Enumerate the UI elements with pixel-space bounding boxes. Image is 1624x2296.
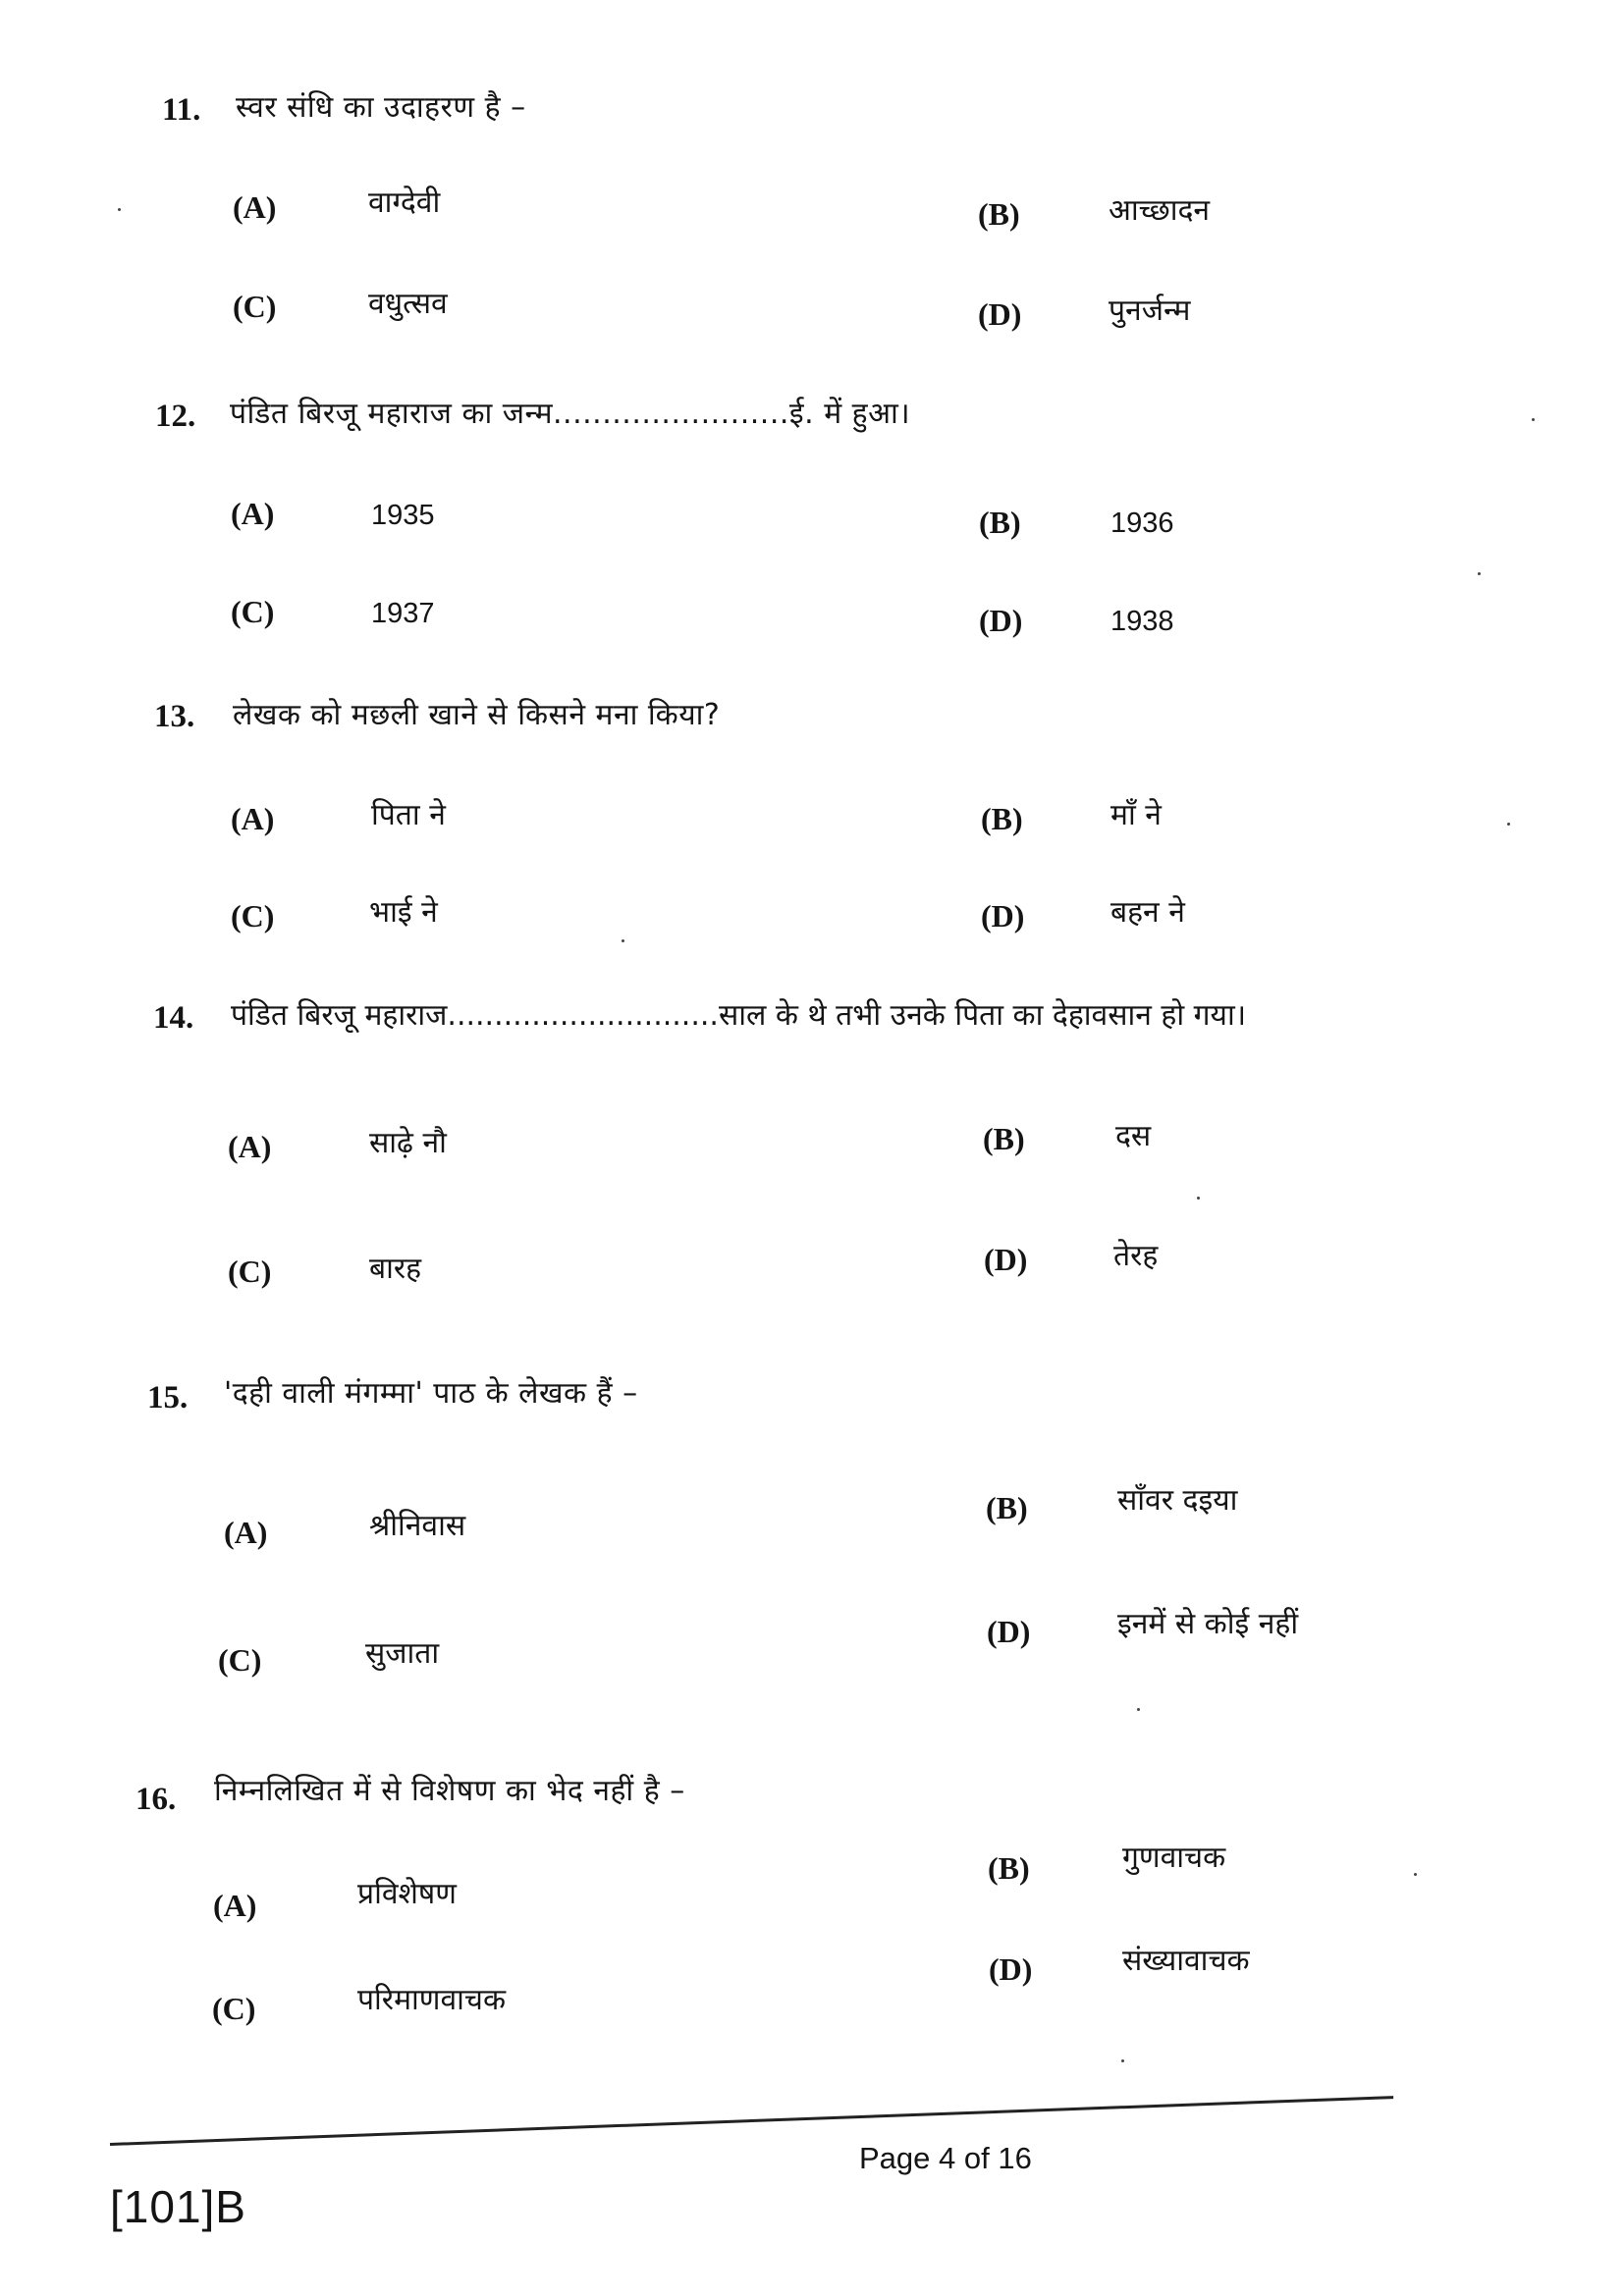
option-label-b: (B) bbox=[981, 801, 1023, 836]
scan-speck bbox=[1507, 823, 1510, 826]
option-label-d: (D) bbox=[989, 1951, 1033, 1987]
question-number: 12. bbox=[155, 399, 196, 434]
option-text-d: संख्यावाचक bbox=[1122, 1944, 1250, 1978]
option-text-a: साढ़े नौ bbox=[369, 1126, 447, 1160]
option-label-c: (C) bbox=[228, 1254, 272, 1289]
question-text: स्वर संधि का उदाहरण है – bbox=[236, 90, 526, 125]
option-text-d: इनमें से कोई नहीं bbox=[1117, 1607, 1299, 1641]
option-text-d: 1938 bbox=[1110, 606, 1174, 637]
option-text-c: परिमाणवाचक bbox=[357, 1983, 507, 2017]
option-text-b: माँ ने bbox=[1110, 798, 1162, 832]
question-text: 'दही वाली मंगम्मा' पाठ के लेखक हैं – bbox=[224, 1376, 638, 1411]
option-text-b: साँवर दइया bbox=[1117, 1483, 1238, 1518]
option-text-b: दस bbox=[1115, 1119, 1152, 1153]
option-label-b: (B) bbox=[986, 1490, 1028, 1525]
option-text-b: 1936 bbox=[1110, 507, 1174, 539]
option-label-c: (C) bbox=[231, 898, 275, 934]
question-text: पंडित बिरजू महाराज का जन्म........................ई. में हुआ। bbox=[230, 397, 911, 431]
option-text-d: बहन ने bbox=[1110, 895, 1185, 930]
option-label-d: (D) bbox=[981, 898, 1025, 934]
option-label-d: (D) bbox=[987, 1614, 1031, 1649]
option-text-c: बारह bbox=[369, 1252, 422, 1286]
option-label-a: (A) bbox=[231, 496, 275, 531]
option-text-d: तेरह bbox=[1113, 1239, 1159, 1273]
scan-speck bbox=[1414, 1873, 1417, 1876]
option-text-a: श्रीनिवास bbox=[369, 1509, 466, 1543]
scan-speck bbox=[1197, 1197, 1200, 1200]
option-label-b: (B) bbox=[978, 196, 1020, 232]
option-label-a: (A) bbox=[231, 801, 275, 836]
paper-code: [101]B bbox=[110, 2181, 246, 2232]
option-label-a: (A) bbox=[233, 189, 277, 225]
option-text-d: पुनर्जन्म bbox=[1109, 294, 1191, 328]
option-text-a: वाग्देवी bbox=[368, 186, 441, 220]
option-text-c: सुजाता bbox=[365, 1636, 440, 1671]
question-number: 13. bbox=[154, 699, 195, 734]
option-text-a: पिता ने bbox=[371, 798, 446, 832]
option-label-d: (D) bbox=[978, 296, 1022, 332]
question-number: 15. bbox=[147, 1380, 189, 1415]
option-text-c: 1937 bbox=[371, 598, 435, 629]
option-label-b: (B) bbox=[988, 1850, 1030, 1886]
option-label-b: (B) bbox=[983, 1121, 1025, 1156]
option-text-c: वधुत्सव bbox=[368, 287, 448, 321]
question-number: 11. bbox=[162, 92, 201, 128]
option-label-a: (A) bbox=[224, 1515, 268, 1550]
question-text: निम्नलिखित में से विशेषण का भेद नहीं है – bbox=[214, 1774, 685, 1808]
option-label-c: (C) bbox=[218, 1642, 262, 1678]
option-text-b: आच्छादन bbox=[1109, 193, 1211, 228]
option-label-d: (D) bbox=[979, 603, 1023, 638]
scan-speck bbox=[1137, 1708, 1140, 1711]
scan-speck bbox=[1532, 418, 1535, 421]
option-label-c: (C) bbox=[212, 1991, 256, 2026]
question-text: पंडित बिरजू महाराज.............................साल के थे तभी उनके पिता का देहावसान हो गया। bbox=[231, 998, 1247, 1033]
page-number-label: Page 4 of 16 bbox=[859, 2141, 1032, 2175]
option-label-b: (B) bbox=[979, 505, 1021, 540]
option-text-c: भाई ने bbox=[369, 895, 438, 930]
question-number: 14. bbox=[153, 1000, 194, 1036]
option-label-c: (C) bbox=[231, 594, 275, 629]
scan-speck bbox=[1478, 572, 1481, 575]
footer-divider bbox=[110, 2096, 1393, 2146]
option-label-d: (D) bbox=[984, 1242, 1028, 1277]
option-text-a: 1935 bbox=[371, 500, 435, 531]
scan-speck bbox=[1121, 2059, 1124, 2062]
option-text-b: गुणवाचक bbox=[1122, 1841, 1226, 1875]
option-label-c: (C) bbox=[233, 289, 277, 324]
option-label-a: (A) bbox=[213, 1888, 257, 1923]
option-label-a: (A) bbox=[228, 1129, 272, 1164]
scan-speck bbox=[622, 939, 624, 942]
question-text: लेखक को मछली खाने से किसने मना किया? bbox=[233, 698, 721, 732]
question-number: 16. bbox=[135, 1782, 177, 1817]
option-text-a: प्रविशेषण bbox=[357, 1877, 457, 1911]
scan-speck bbox=[118, 208, 121, 211]
